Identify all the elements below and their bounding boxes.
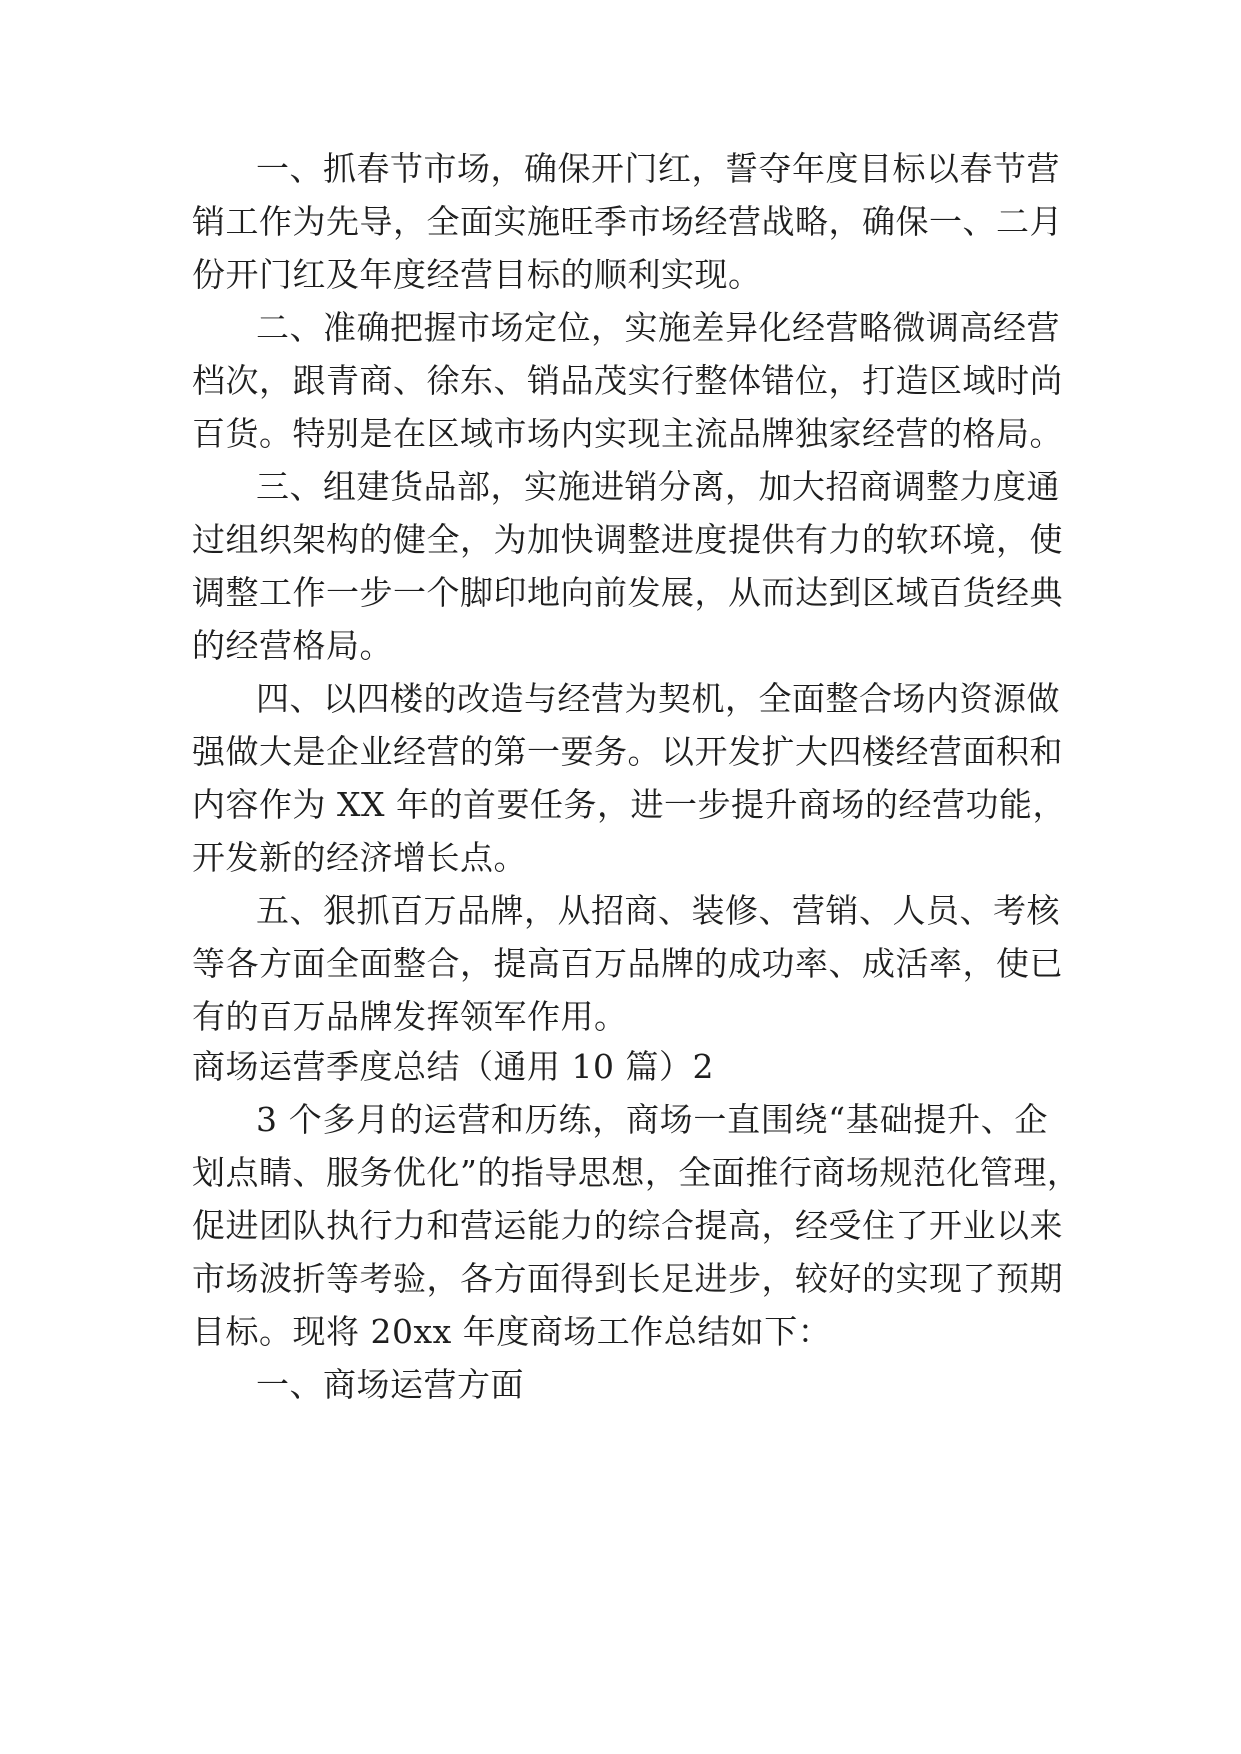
paragraph-line: 调整工作一步一个脚印地向前发展，从而达到区域百货经典 — [192, 573, 1063, 612]
paragraph-line: 开发新的经济增长点。 — [192, 838, 527, 877]
paragraph-line: 二、准确把握市场定位，实施差异化经营略微调高经营 — [256, 308, 1060, 347]
paragraph-line: 五、狠抓百万品牌，从招商、装修、营销、人员、考核 — [256, 891, 1060, 930]
paragraph-line: 有的百万品牌发挥领军作用。 — [192, 997, 628, 1036]
paragraph-line: 促进团队执行力和营运能力的综合提高，经受住了开业以来 — [192, 1206, 1063, 1245]
paragraph-line: 的经营格局。 — [192, 626, 393, 665]
paragraph-line: 划点睛、服务优化”的指导思想，全面推行商场规范化管理， — [192, 1153, 1081, 1192]
section-heading: 商场运营季度总结（通用 10 篇）2 — [192, 1047, 714, 1086]
paragraph-line: 销工作为先导，全面实施旺季市场经营战略，确保一、二月 — [192, 202, 1063, 241]
paragraph-line: 市场波折等考验，各方面得到长足进步，较好的实现了预期 — [192, 1259, 1063, 1298]
paragraph-line: 四、以四楼的改造与经营为契机，全面整合场内资源做 — [256, 679, 1060, 718]
paragraph-line: 等各方面全面整合，提高百万品牌的成功率、成活率，使已 — [192, 944, 1063, 983]
paragraph-line: 一、抓春节市场，确保开门红，誓夺年度目标以春节营 — [256, 149, 1060, 188]
paragraph-line: 份开门红及年度经营目标的顺利实现。 — [192, 255, 762, 294]
paragraph-line: 百货。特别是在区域市场内实现主流品牌独家经营的格局。 — [192, 414, 1063, 453]
paragraph-line: 过组织架构的健全，为加快调整进度提供有力的软环境，使 — [192, 520, 1063, 559]
paragraph-line: 强做大是企业经营的第一要务。以开发扩大四楼经营面积和 — [192, 732, 1063, 771]
paragraph-line: 三、组建货品部，实施进销分离，加大招商调整力度通 — [256, 467, 1060, 506]
paragraph-line: 3 个多月的运营和历练，商场一直围绕“基础提升、企 — [256, 1100, 1048, 1139]
subsection-heading: 一、商场运营方面 — [256, 1365, 524, 1404]
paragraph-line: 档次，跟青商、徐东、销品茂实行整体错位，打造区域时尚 — [192, 361, 1063, 400]
paragraph-line: 目标。现将 20xx 年度商场工作总结如下： — [192, 1312, 832, 1351]
paragraph-line: 内容作为 XX 年的首要任务，进一步提升商场的经营功能， — [192, 785, 1066, 824]
